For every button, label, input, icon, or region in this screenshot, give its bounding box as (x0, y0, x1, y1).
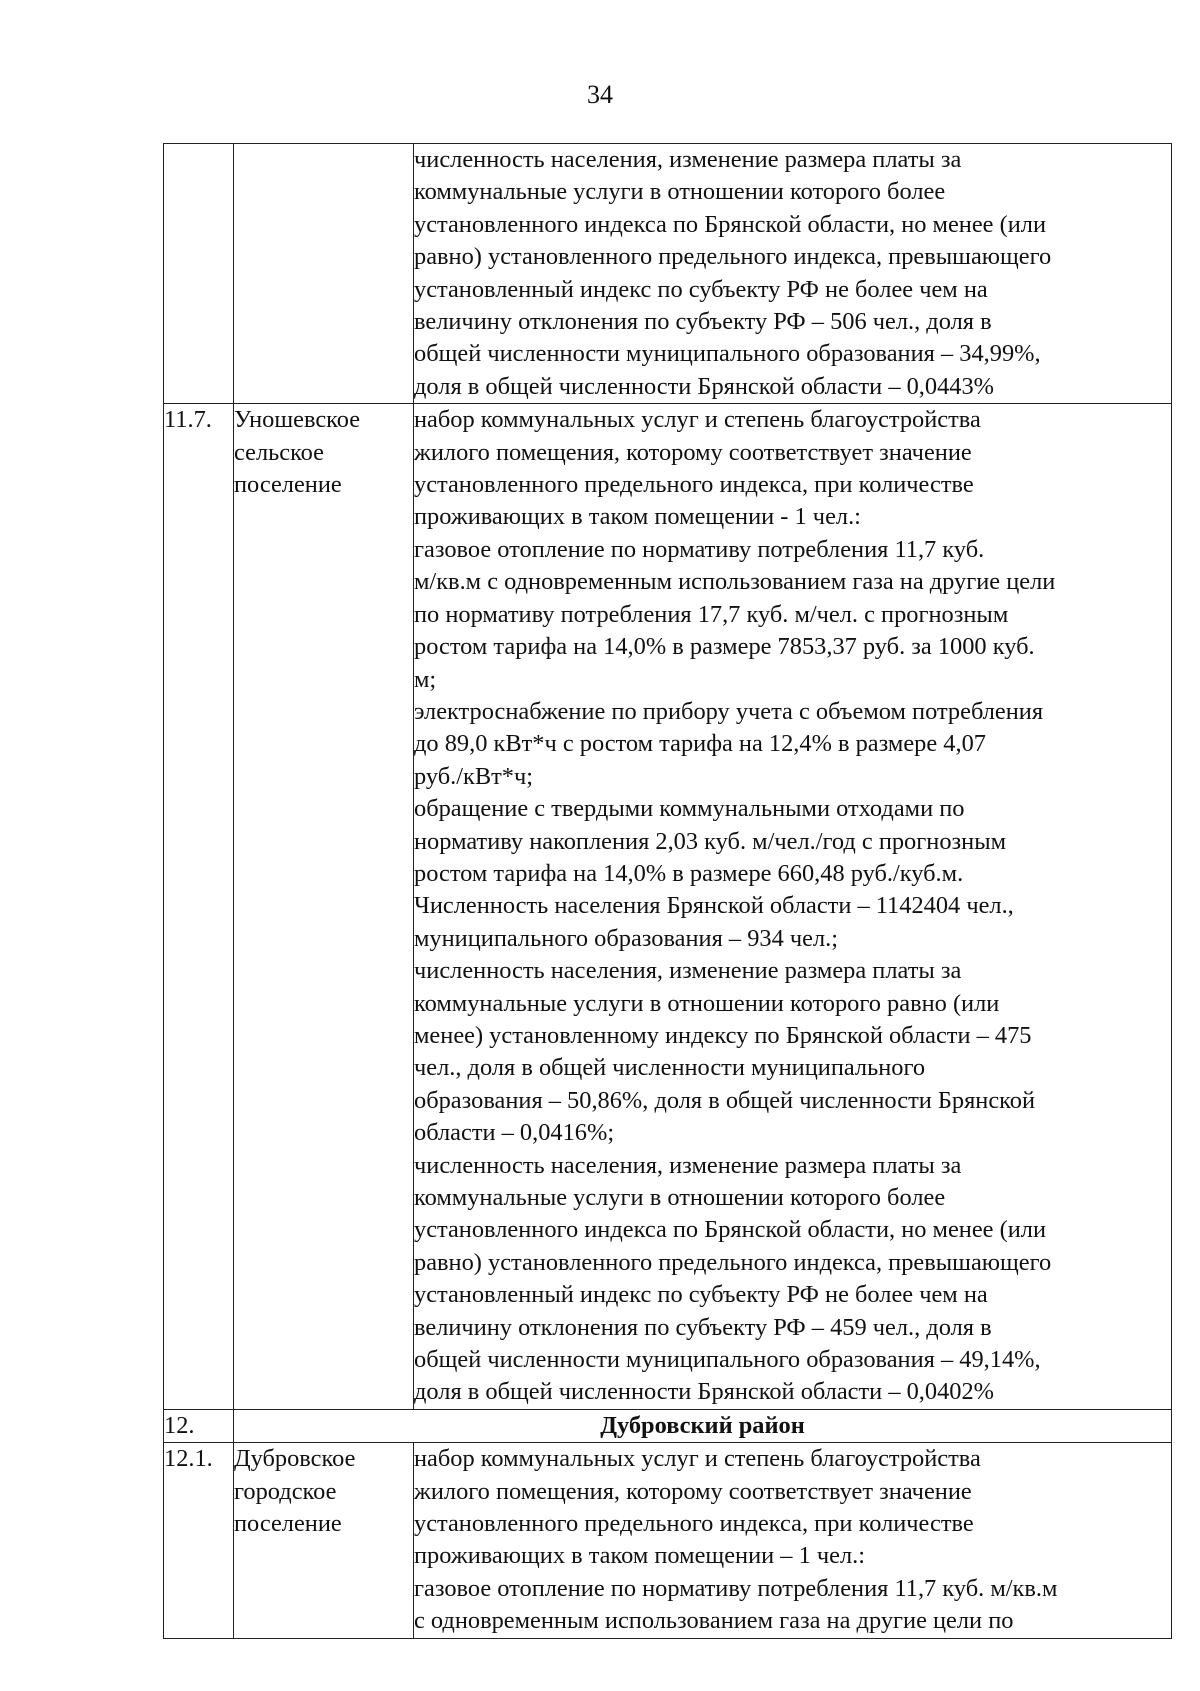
description-line: обращение с твердыми коммунальными отходами по (414, 795, 965, 823)
description-line: жилого помещения, которому соответствует значение (414, 438, 972, 466)
description-line: ростом тарифа на 14,0% в размере 660,48 руб./куб.м. (414, 859, 964, 887)
description-line: проживающих в таком помещении - 1 чел.: (414, 503, 861, 531)
description-line: установленного индекса по Брянской области, но менее (или (414, 1216, 1046, 1244)
description-line: величину отклонения по субъекту РФ – 459 чел., доля в (414, 1313, 992, 1341)
description-line: общей численности муниципального образования – 49,14%, (414, 1346, 1041, 1374)
description-line: нормативу накопления 2,03 куб. м/чел./год с прогнозным (414, 827, 1007, 855)
municipality-name-cell (234, 144, 414, 404)
description-line: м/кв.м с одновременным использованием газа на другие цели (414, 568, 1056, 596)
row-number-cell: 11.7. (164, 404, 234, 1410)
description-line: м; (414, 665, 437, 693)
description-line: установленного предельного индекса, при количестве (414, 1510, 974, 1538)
description-line: до 89,0 кВт*ч с ростом тарифа на 12,4% в размере 4,07 (414, 730, 986, 758)
description-line: электроснабжение по прибору учета с объемом потребления (414, 697, 1044, 725)
description-cell (414, 144, 1172, 404)
municipality-name-line: Дубровское (234, 1445, 356, 1473)
municipality-name-line: сельское (234, 438, 324, 466)
description-line: численность населения, изменение размера платы за (414, 957, 962, 985)
tariff-table (163, 143, 1172, 1639)
description-line: коммунальные услуги в отношении которого равно (или (414, 989, 1000, 1017)
description-line: численность населения, изменение размера платы за (414, 146, 962, 173)
description-line: доля в общей численности Брянской области – 0,0443% (414, 372, 995, 400)
description-line: муниципального образования – 934 чел.; (414, 924, 839, 952)
municipality-name-line: городское (234, 1477, 337, 1505)
section-heading: Дубровский район (234, 1409, 1172, 1442)
table-row (164, 1443, 1172, 1638)
description-line: равно) установленного предельного индекса, превышающего (414, 243, 1052, 271)
description-line: доля в общей численности Брянской области – 0,0402% (414, 1378, 995, 1406)
description-line: чел., доля в общей численности муниципального (414, 1054, 926, 1082)
description-line: жилого помещения, которому соответствует значение (414, 1477, 972, 1505)
table-row (164, 404, 1172, 1410)
municipality-name-line: Уношевское (234, 406, 361, 434)
description-line: коммунальные услуги в отношении которого более (414, 178, 946, 206)
row-number-cell: 12.1. (164, 1443, 234, 1638)
table-body (164, 144, 1172, 1639)
description-line: набор коммунальных услуг и степень благоустройства (414, 406, 981, 434)
description-line: газовое отопление по нормативу потребления 11,7 куб. м/кв.м (414, 1574, 1058, 1602)
description-line: менее) установленному индексу по Брянской области – 475 (414, 1021, 1032, 1049)
description-line: газовое отопление по нормативу потребления 11,7 куб. (414, 535, 985, 563)
description-line: ростом тарифа на 14,0% в размере 7853,37 руб. за 1000 куб. (414, 633, 1035, 661)
table-row (164, 144, 1172, 404)
row-number-cell: 12. (164, 1409, 234, 1442)
municipality-name-cell (234, 1443, 414, 1638)
description-line: руб./кВт*ч; (414, 762, 534, 790)
municipality-name-line: поселение (234, 1510, 342, 1538)
description-line: установленного предельного индекса, при количестве (414, 471, 974, 499)
description-line: установленный индекс по субъекту РФ не более чем на (414, 1281, 988, 1309)
description-line: Численность населения Брянской области – 1142404 чел., (414, 892, 1014, 920)
description-line: равно) установленного предельного индекса, превышающего (414, 1248, 1052, 1276)
description-line: проживающих в таком помещении – 1 чел.: (414, 1542, 866, 1570)
page-number: 34 (587, 80, 613, 109)
description-line: установленного индекса по Брянской области, но менее (или (414, 210, 1046, 238)
description-cell (414, 404, 1172, 1410)
row-number-cell (164, 144, 234, 404)
description-line: набор коммунальных услуг и степень благоустройства (414, 1445, 981, 1473)
description-line: коммунальные услуги в отношении которого более (414, 1184, 946, 1211)
description-line: области – 0,0416%; (414, 1119, 615, 1147)
description-line: численность населения, изменение размера платы за (414, 1151, 962, 1179)
municipality-name-cell (234, 404, 414, 1410)
table-row (164, 1409, 1172, 1442)
description-cell (414, 1443, 1172, 1638)
description-line: величину отклонения по субъекту РФ – 506 чел., доля в (414, 308, 992, 336)
description-line: образования – 50,86%, доля в общей численности Брянской (414, 1086, 1036, 1114)
description-line: по нормативу потребления 17,7 куб. м/чел. с прогнозным (414, 600, 1009, 628)
description-line: общей численности муниципального образования – 34,99%, (414, 340, 1041, 368)
description-line: установленный индекс по субъекту РФ не более чем на (414, 275, 988, 303)
municipality-name-line: поселение (234, 471, 342, 499)
description-line: с одновременным использованием газа на другие цели по (414, 1607, 1014, 1635)
